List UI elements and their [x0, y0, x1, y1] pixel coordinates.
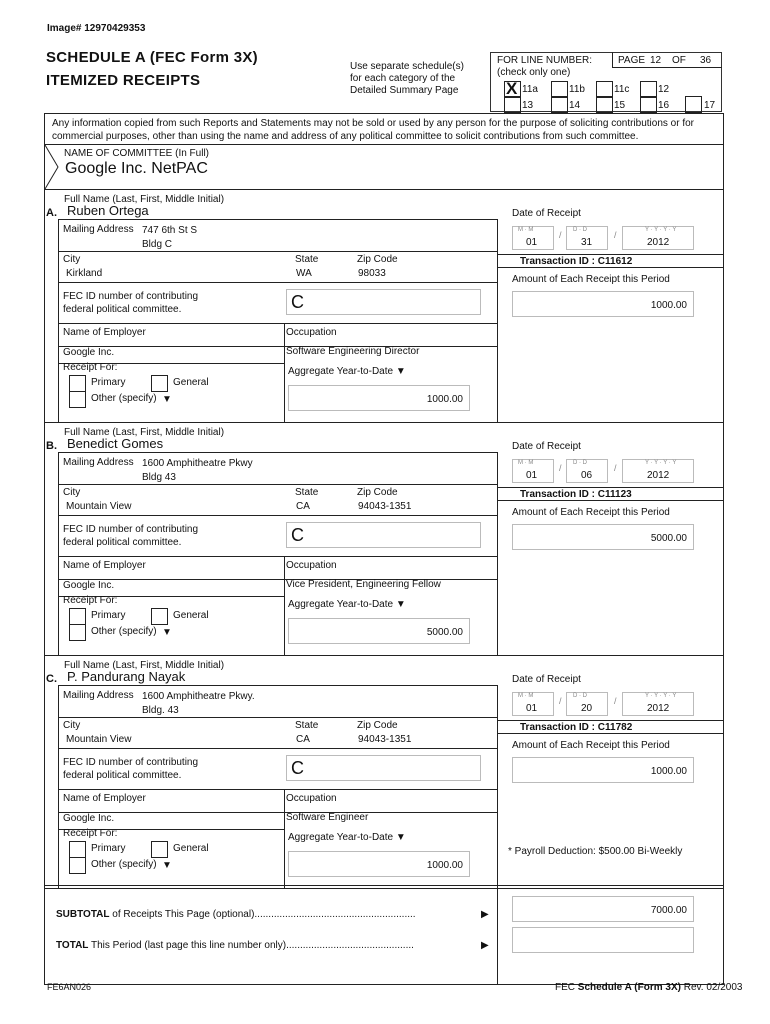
total-label [56, 940, 414, 951]
other-arrow-icon: ▼ [162, 627, 172, 638]
line-11b-label: 11b [569, 84, 585, 95]
state-label: State [295, 720, 319, 731]
subtotal-label [56, 909, 416, 920]
zip-value[interactable]: 94043-1351 [358, 501, 412, 512]
check-mark: X [506, 79, 518, 98]
page-number: 12 [650, 55, 662, 66]
footer-form-id [555, 982, 742, 993]
aggregate-field[interactable] [288, 385, 470, 411]
aggregate-value: 1000.00 [426, 394, 463, 405]
general-label: General [173, 610, 209, 621]
footer-bold: Schedule A (Form 3X) [577, 982, 681, 993]
entry-letter: B. [46, 440, 57, 452]
day-value: 31 [581, 237, 593, 248]
instruction-text [350, 61, 464, 97]
year-field[interactable] [622, 459, 694, 483]
month-value: 01 [526, 237, 538, 248]
city-value[interactable]: Mountain View [66, 734, 132, 745]
contributor-name[interactable]: P. Pandurang Nayak [67, 669, 186, 684]
date-of-receipt-label: Date of Receipt [512, 674, 581, 685]
line-12-label: 12 [658, 84, 670, 95]
year-field[interactable] [622, 226, 694, 250]
line-16-label: 16 [658, 100, 670, 111]
date-slash: / [559, 230, 562, 240]
transaction-id: Transaction ID : C11782 [520, 722, 633, 733]
primary-label: Primary [91, 610, 126, 621]
date-of-receipt-label: Date of Receipt [512, 208, 581, 219]
fec-id-label-2: federal political committee. [63, 537, 182, 548]
receipt-for-label: Receipt For: [63, 595, 118, 606]
line-11c-label: 11c [614, 84, 630, 95]
general-label: General [173, 843, 209, 854]
day-value: 06 [581, 470, 593, 481]
year-value: 2012 [647, 237, 670, 248]
address-line-2[interactable]: Bldg C [142, 239, 173, 250]
other-checkbox[interactable] [69, 857, 86, 874]
city-label: City [63, 254, 81, 265]
state-label: State [295, 487, 319, 498]
amount-value: 5000.00 [650, 533, 687, 544]
day-field[interactable] [566, 692, 608, 716]
page-of: OF [672, 55, 686, 66]
amount-value: 1000.00 [650, 766, 687, 777]
year-field[interactable] [622, 692, 694, 716]
entry-letter: C. [46, 673, 57, 685]
entry-letter: A. [46, 207, 57, 219]
month-value: 01 [526, 470, 538, 481]
occupation-label: Occupation [286, 793, 337, 804]
general-checkbox[interactable] [151, 841, 168, 858]
line-16-checkbox[interactable] [640, 96, 657, 113]
line-15-checkbox[interactable] [596, 96, 613, 113]
transaction-id: Transaction ID : C11123 [520, 489, 632, 500]
zip-value[interactable]: 98033 [358, 268, 386, 279]
day-field[interactable] [566, 226, 608, 250]
mailing-address-label: Mailing Address [63, 690, 134, 701]
zip-label: Zip Code [357, 487, 398, 498]
primary-label: Primary [91, 843, 126, 854]
employer-label: Name of Employer [63, 327, 146, 338]
other-arrow-icon: ▼ [162, 860, 172, 871]
for-line-label: FOR LINE NUMBER: [497, 55, 593, 66]
zip-value[interactable]: 94043-1351 [358, 734, 412, 745]
line-14-checkbox[interactable] [551, 96, 568, 113]
year-value: 2012 [647, 470, 670, 481]
state-value[interactable]: WA [296, 268, 312, 279]
general-label: General [173, 377, 209, 388]
employer-value[interactable]: Google Inc. [63, 813, 115, 824]
other-label: Other (specify) [91, 626, 157, 637]
footer-post: Rev. 02/2003 [680, 982, 743, 993]
subtotal-field[interactable] [512, 896, 694, 922]
instruction-line: Detailed Summary Page [350, 85, 459, 96]
employer-label: Name of Employer [63, 560, 146, 571]
fec-id-field[interactable] [286, 755, 481, 781]
state-value[interactable]: CA [296, 734, 310, 745]
full-name-label: Full Name (Last, First, Middle Initial) [64, 427, 225, 438]
line-17-checkbox[interactable] [685, 96, 702, 113]
address-line-1[interactable]: 1600 Amphitheatre Pkwy [142, 458, 253, 469]
fec-id-label-2: federal political committee. [63, 770, 182, 781]
day-value: 20 [581, 703, 593, 714]
other-arrow-icon: ▼ [162, 394, 172, 405]
instruction-line: for each category of the [350, 73, 456, 84]
mm-hint: M · M [518, 693, 534, 699]
full-name-label: Full Name (Last, First, Middle Initial) [64, 660, 225, 671]
fec-id-label: FEC ID number of contributing [63, 524, 199, 535]
subtotal-text: of Receipts This Page (optional).......................................................... [109, 909, 416, 920]
line-15-label: 15 [614, 100, 626, 111]
state-label: State [295, 254, 319, 265]
date-slash: / [559, 463, 562, 473]
year-value: 2012 [647, 703, 670, 714]
date-slash: / [614, 696, 617, 706]
amount-field[interactable] [512, 524, 694, 550]
line-13-label: 13 [522, 100, 534, 111]
yyyy-hint: Y · Y · Y · Y [645, 693, 677, 699]
receipt-for-label: Receipt For: [63, 828, 118, 839]
fec-prefix: C [291, 758, 304, 778]
primary-checkbox[interactable] [69, 841, 86, 858]
form-subtitle: ITEMIZED RECEIPTS [46, 72, 201, 89]
date-slash: / [559, 696, 562, 706]
occupation-value[interactable]: Vice President, Engineering Fellow [286, 579, 441, 590]
month-field[interactable] [512, 692, 554, 716]
occupation-value[interactable]: Software Engineering Director [286, 346, 420, 357]
amount-field[interactable] [512, 291, 694, 317]
aggregate-label: Aggregate Year-to-Date ▼ [288, 832, 406, 843]
employer-value[interactable]: Google Inc. [63, 580, 115, 591]
line-14-label: 14 [569, 100, 581, 111]
form-title: SCHEDULE A (FEC Form 3X) [46, 49, 258, 66]
aggregate-value: 5000.00 [426, 627, 463, 638]
other-checkbox[interactable] [69, 391, 86, 408]
address-line-2[interactable]: Bldg. 43 [142, 705, 179, 716]
subtotal-value: 7000.00 [650, 905, 687, 916]
committee-label: NAME OF COMMITTEE (In Full) [64, 148, 209, 159]
footer-code: FE6AN026 [47, 982, 92, 992]
full-name-label: Full Name (Last, First, Middle Initial) [64, 194, 225, 205]
other-label: Other (specify) [91, 393, 157, 404]
fec-id-label-2: federal political committee. [63, 304, 182, 315]
amount-label: Amount of Each Receipt this Period [512, 740, 670, 751]
occupation-label: Occupation [286, 560, 337, 571]
aggregate-field[interactable] [288, 618, 470, 644]
aggregate-value: 1000.00 [426, 860, 463, 871]
total-field[interactable] [512, 927, 694, 953]
amount-label: Amount of Each Receipt this Period [512, 274, 670, 285]
employer-value[interactable]: Google Inc. [63, 347, 115, 358]
page-total: 36 [700, 55, 712, 66]
other-checkbox[interactable] [69, 624, 86, 641]
committee-bracket-icon [44, 144, 60, 190]
fec-prefix: C [291, 525, 304, 545]
receipt-for-label: Receipt For: [63, 362, 118, 373]
amount-field[interactable] [512, 757, 694, 783]
other-label: Other (specify) [91, 859, 157, 870]
primary-label: Primary [91, 377, 126, 388]
transaction-id: Transaction ID : C11612 [520, 256, 633, 267]
day-field[interactable] [566, 459, 608, 483]
total-text: This Period (last page this line number only).............................................. [88, 940, 414, 951]
total-bold: TOTAL [56, 940, 89, 951]
occupation-label: Occupation [286, 327, 337, 338]
amount-value: 1000.00 [650, 300, 687, 311]
fec-id-label: FEC ID number of contributing [63, 757, 199, 768]
image-id: Image# 12970429353 [47, 23, 146, 34]
fec-id-field[interactable] [286, 522, 481, 548]
month-field[interactable] [512, 226, 554, 250]
page-label: PAGE [618, 55, 646, 66]
primary-checkbox[interactable] [69, 608, 86, 625]
mm-hint: M · M [518, 227, 534, 233]
zip-label: Zip Code [357, 720, 398, 731]
date-slash: / [614, 463, 617, 473]
mailing-address-label: Mailing Address [63, 457, 134, 468]
check-only-one: (check only one) [497, 67, 571, 78]
general-checkbox[interactable] [151, 375, 168, 392]
month-field[interactable] [512, 459, 554, 483]
amount-label: Amount of Each Receipt this Period [512, 507, 670, 518]
mm-hint: M · M [518, 460, 534, 466]
primary-checkbox[interactable] [69, 375, 86, 392]
instruction-line: Use separate schedule(s) [350, 61, 464, 72]
city-label: City [63, 487, 81, 498]
dd-hint: D · D [573, 227, 587, 233]
contributor-name[interactable]: Benedict Gomes [67, 436, 164, 451]
yyyy-hint: Y · Y · Y · Y [645, 227, 677, 233]
dd-hint: D · D [573, 693, 587, 699]
fec-prefix: C [291, 292, 304, 312]
dd-hint: D · D [573, 460, 587, 466]
date-of-receipt-label: Date of Receipt [512, 441, 581, 452]
address-line-1[interactable]: 747 6th St S [142, 225, 198, 236]
city-value[interactable]: Mountain View [66, 501, 132, 512]
date-slash: / [614, 230, 617, 240]
aggregate-label: Aggregate Year-to-Date ▼ [288, 366, 406, 377]
zip-label: Zip Code [357, 254, 398, 265]
line-11a-label: 11a [522, 84, 538, 95]
line-17-label: 17 [704, 100, 716, 111]
subtotal-bold: SUBTOTAL [56, 909, 110, 920]
line-13-checkbox[interactable] [504, 96, 521, 113]
occupation-value[interactable]: Software Engineer [286, 812, 369, 823]
yyyy-hint: Y · Y · Y · Y [645, 460, 677, 466]
aggregate-field[interactable] [288, 851, 470, 877]
committee-name[interactable]: Google Inc. NetPAC [65, 160, 208, 177]
fec-id-label: FEC ID number of contributing [63, 291, 199, 302]
subtotal-arrow-icon: ▶ [481, 909, 489, 920]
month-value: 01 [526, 703, 538, 714]
address-line-2[interactable]: Bldg 43 [142, 472, 176, 483]
city-value[interactable]: Kirkland [66, 268, 103, 279]
contributor-name[interactable]: Ruben Ortega [67, 203, 149, 218]
payroll-note: * Payroll Deduction: $500.00 Bi-Weekly [508, 846, 683, 857]
city-label: City [63, 720, 81, 731]
footer-pre: FEC [555, 982, 578, 993]
disclaimer: Any information copied from such Reports and Statements may not be sold or used by any person for the purpose of soliciting contributions or for commercial purposes, other than using the name and address of any political committee to solicit contributions from such committee. [52, 118, 695, 142]
address-line-1[interactable]: 1600 Amphitheatre Pkwy. [142, 691, 255, 702]
employer-label: Name of Employer [63, 793, 146, 804]
fec-id-field[interactable] [286, 289, 481, 315]
total-arrow-icon: ▶ [481, 940, 489, 951]
mailing-address-label: Mailing Address [63, 224, 134, 235]
state-value[interactable]: CA [296, 501, 310, 512]
aggregate-label: Aggregate Year-to-Date ▼ [288, 599, 406, 610]
general-checkbox[interactable] [151, 608, 168, 625]
